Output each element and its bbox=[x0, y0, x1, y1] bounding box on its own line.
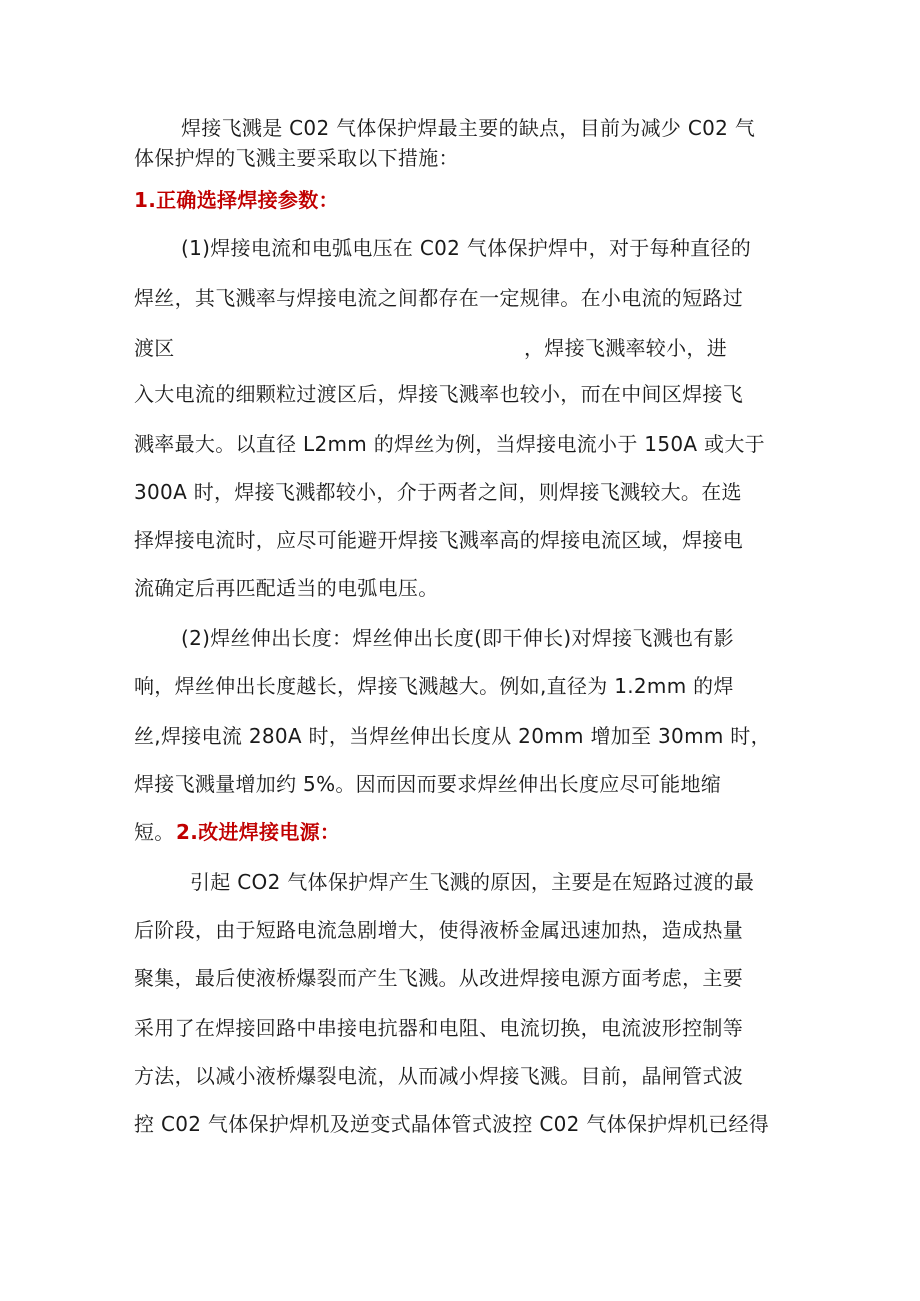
s1-p1-line-6: 300A 时，焊接飞溅都较小，介于两者之间，则焊接飞溅较大。在选 bbox=[134, 480, 742, 504]
s1-p2-line-2: 响，焊丝伸出长度越长，焊接飞溅越大。例如,直径为 1.2mm 的焊 bbox=[134, 674, 734, 698]
s1-p1-line-5: 溅率最大。以直径 L2mm 的焊丝为例，当焊接电流小于 150A 或大于 bbox=[134, 432, 765, 456]
s1-p1-line-2: 焊丝，其飞溅率与焊接电流之间都存在一定规律。在小电流的短路过 bbox=[134, 286, 743, 310]
section-1-heading: 1.正确选择焊接参数： bbox=[134, 188, 339, 212]
s1-p1-line-7: 择焊接电流时，应尽可能避开焊接飞溅率高的焊接电流区域，焊接电 bbox=[134, 528, 743, 552]
s1-p1-line-3a: 渡区 bbox=[134, 336, 175, 360]
s2-p1-line-5: 方法，以减小液桥爆裂电流，从而减小焊接飞溅。目前，晶闸管式波 bbox=[134, 1064, 743, 1088]
s1-p2-line-4: 焊接飞溅量增加约 5%。因而因而要求焊丝伸出长度应尽可能地缩 bbox=[134, 772, 722, 796]
s1-p2-line-1: (2)焊丝伸出长度：焊丝伸出长度(即干伸长)对焊接飞溅也有影 bbox=[181, 626, 734, 650]
s1-p1-line-4: 入大电流的细颗粒过渡区后，焊接飞溅率也较小，而在中间区焊接飞 bbox=[134, 382, 743, 406]
s1-p1-line-1: (1)焊接电流和电弧电压在 C02 气体保护焊中，对于每种直径的 bbox=[181, 236, 752, 260]
s1-p1-line-8: 流确定后再匹配适当的电弧电压。 bbox=[134, 576, 439, 600]
s2-p1-line-4: 采用了在焊接回路中串接电抗器和电阻、电流切换，电流波形控制等 bbox=[134, 1016, 743, 1040]
s1-p2-line-5a: 短。 bbox=[134, 820, 175, 844]
s1-p2-line-3: 丝,焊接电流 280A 时，当焊丝伸出长度从 20mm 增加至 30mm 时， bbox=[134, 724, 771, 748]
s1-p1-line-3b: ，焊接飞溅率较小，进 bbox=[524, 336, 727, 360]
s2-p1-line-2: 后阶段，由于短路电流急剧增大，使得液桥金属迅速加热，造成热量 bbox=[134, 918, 743, 942]
s2-p1-line-6: 控 C02 气体保护焊机及逆变式晶体管式波控 C02 气体保护焊机已经得 bbox=[134, 1112, 770, 1136]
intro-line-1: 焊接飞溅是 C02 气体保护焊最主要的缺点，目前为减少 C02 气 bbox=[181, 116, 756, 140]
section-2-heading: 2.改进焊接电源： bbox=[176, 820, 341, 844]
intro-line-2: 体保护焊的飞溅主要采取以下措施： bbox=[134, 146, 459, 170]
s2-p1-line-1: 引起 CO2 气体保护焊产生飞溅的原因，主要是在短路过渡的最 bbox=[190, 870, 755, 894]
s2-p1-line-3: 聚集，最后使液桥爆裂而产生飞溅。从改进焊接电源方面考虑，主要 bbox=[134, 966, 743, 990]
